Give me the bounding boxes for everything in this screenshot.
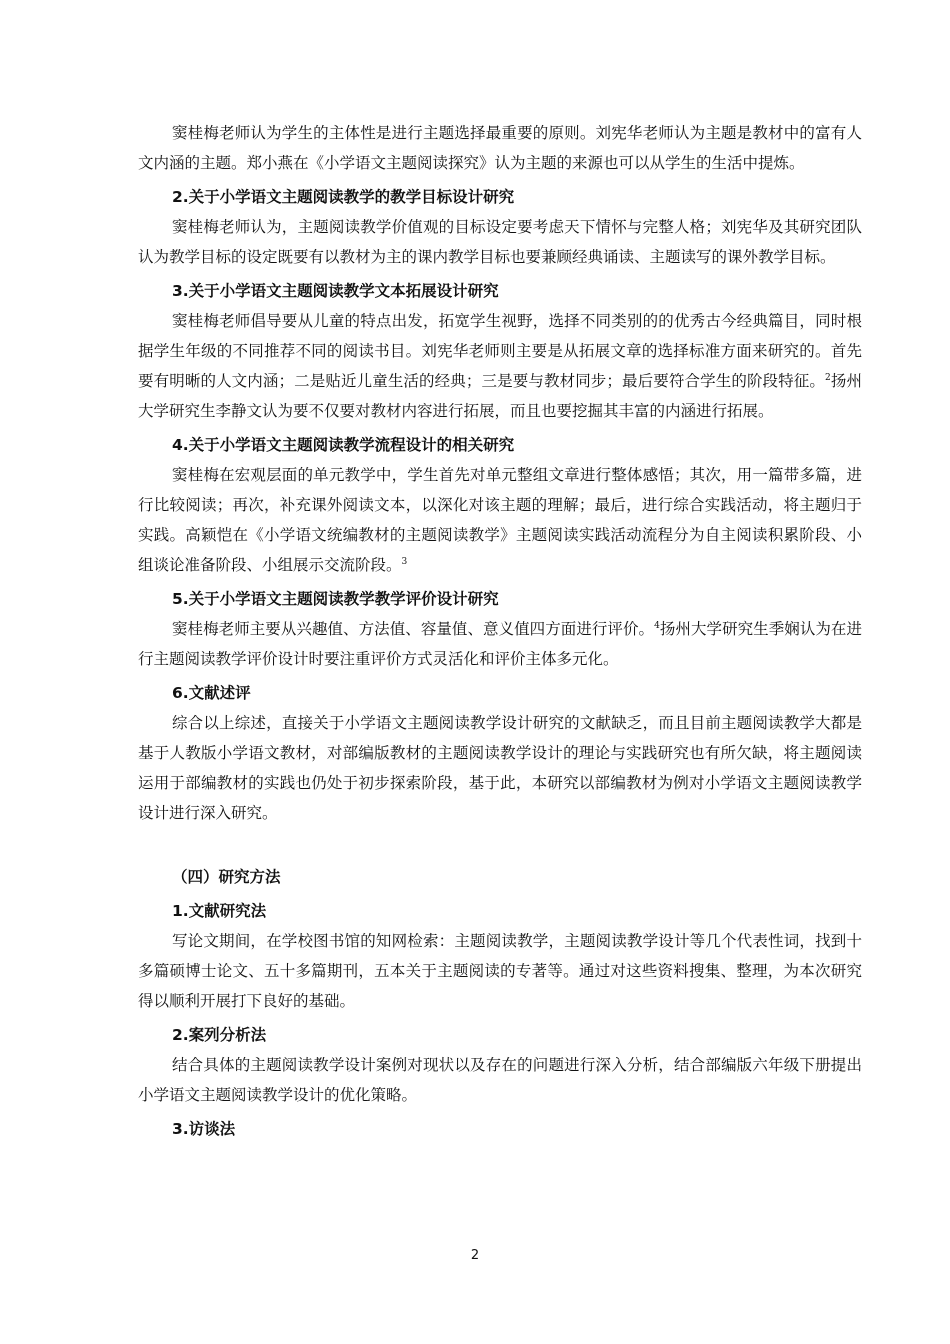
footnote-ref-3: 3 [401,556,408,567]
heading-teaching-goals: 2.关于小学语文主题阅读教学的教学目标设计研究 [172,188,515,206]
paragraph-method-literature: 写论文期间，在学校图书馆的知网检索：主题阅读教学，主题阅读教学设计等几个代表性词，找到十多篇硕博士论文、五十多篇期刊，五本关于主题阅读的专著等。通过对这些资料搜集、整理，为本次研究得以顺利开展打下良好的基础。 [138,932,862,1010]
paragraph-evaluation: 窦桂梅老师主要从兴趣值、方法值、容量值、意义值四方面进行评价。$^4$扬州大学研究生季娴认为在进行主题阅读教学评价设计时要注重评价方式灵活化和评价主体多元化。 [138,620,862,668]
page-number: 2 [470,1248,480,1263]
heading-literature-review: 6.文献述评 [172,684,251,702]
document-body [138,118,862,1144]
paragraph-teaching-goals: 窦桂梅老师认为，主题阅读教学价值观的目标设定要考虑天下情怀与完整人格；刘宪华及其研究团队认为教学目标的设定既要有以教材为主的课内教学目标也要兼顾经典诵读、主题读写的课外教学目标。 [138,218,862,266]
footnote-ref-4: 4 [654,620,660,631]
paragraph-theme-source: 窦桂梅老师认为学生的主体性是进行主题选择最重要的原则。刘宪华老师认为主题是教材中的富有人文内涵的主题。郑小燕在《小学语文主题阅读探究》认为主题的来源也可以从学生的生活中提炼。 [138,124,862,172]
heading-text-expansion: 3.关于小学语文主题阅读教学文本拓展设计研究 [172,282,499,300]
heading-method-literature: 1.文献研究法 [172,902,267,920]
heading-research-methods: （四）研究方法 [172,868,281,886]
paragraph-literature-review: 综合以上综述，直接关于小学语文主题阅读教学设计研究的文献缺乏，而且目前主题阅读教学大都是基于人教版小学语文教材，对部编版教材的主题阅读教学设计的理论与实践研究也有所欠缺，将主题阅读运用于部编教材的实践也仍处于初步探索阶段，基于此，本研究以部编教材为例对小学语文主题阅读教学设计进行深入研究。 [138,714,862,822]
heading-method-case: 2.案列分析法 [172,1026,267,1044]
footnote-ref-2: 2 [825,372,831,383]
heading-teaching-process: 4.关于小学语文主题阅读教学流程设计的相关研究 [172,436,515,454]
paragraph-text-expansion: 窦桂梅老师倡导要从儿童的特点出发，拓宽学生视野，选择不同类别的的优秀古今经典篇目，同时根据学生年级的不同推荐不同的阅读书目。刘宪华老师则主要是从拓展文章的选择标准方面来研究的。首先要有明晰的人文内涵；二是贴近儿童生活的经典；三是要与教材同步；最后要符合学生的阶段特征。$^2$扬州大学研究生李静文认为要不仅要对教材内容进行拓展，而且也要挖掘其丰富的内涵进行拓展。 [138,312,862,420]
heading-evaluation: 5.关于小学语文主题阅读教学教学评价设计研究 [172,590,499,608]
paragraph-method-case: 结合具体的主题阅读教学设计案例对现状以及存在的问题进行深入分析，结合部编版六年级下册提出小学语文主题阅读教学设计的优化策略。 [138,1056,862,1104]
paragraph-teaching-process: 窦桂梅在宏观层面的单元教学中，学生首先对单元整组文章进行整体感悟；其次，用一篇带多篇，进行比较阅读；再次，补充课外阅读文本，以深化对该主题的理解；最后，进行综合实践活动，将主题归于实践。高颖恺在《小学语文统编教材的主题阅读教学》主题阅读实践活动流程分为自主阅读积累阶段、小组谈论准备阶段、小组展示交流阶段。$^3$ [138,466,862,574]
heading-method-interview: 3.访谈法 [172,1120,236,1138]
